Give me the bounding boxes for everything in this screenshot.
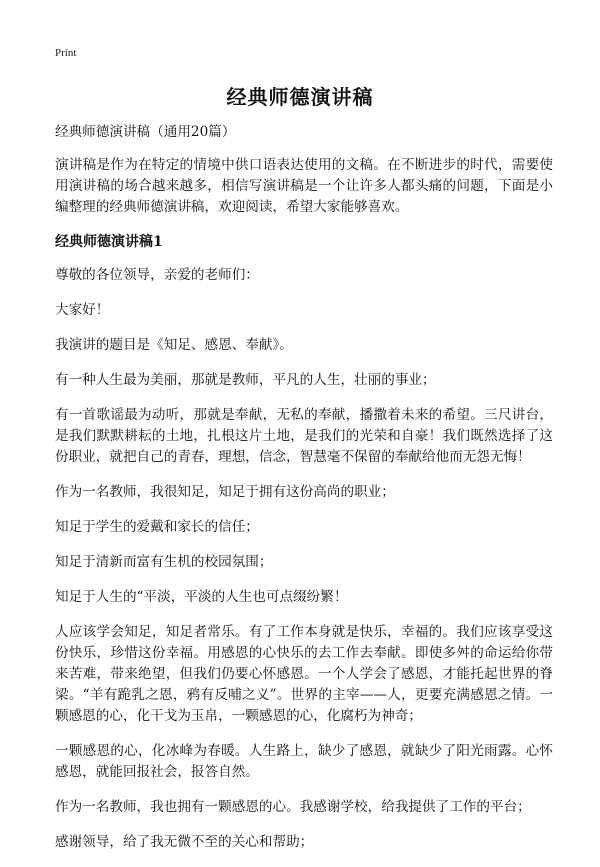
paragraph: 一颗感恩的心，化冰峰为春暖。人生路上，缺少了感恩，就缺少了阳光雨露。心怀感恩，就能回报社会，报答自然。 <box>55 743 553 780</box>
paragraph: 有一首歌谣最为动听，那就是奉献，无私的奉献，播撒着未来的希望。三尺讲台，是我们默默耕耘的土地，扎根这片土地，是我们的光荣和自豪！我们既然选择了这份职业，就把自己的青春，理想，信念，智慧毫不保留的奉献给他而无怨无悔！ <box>55 407 553 465</box>
intro-paragraph: 演讲稿是作为在特定的情境中供口语表达使用的文稿。在不断进步的时代，需要使用演讲稿的场合越来越多，相信写演讲稿是一个让许多人都头痛的问题，下面是小编整理的经典师德演讲稿，欢迎阅读，希望大家能够喜欢。 <box>55 157 553 215</box>
document-body <box>55 122 553 867</box>
paragraph: 作为一名教师，我也拥有一颗感恩的心。我感谢学校，给我提供了工作的平台； <box>55 799 531 815</box>
section-heading: 经典师德演讲稿1 <box>55 234 163 250</box>
paragraph: 人应该学会知足，知足者常乐。有了工作本身就是快乐，幸福的。我们应该享受这份快乐，珍惜这份幸福。用感恩的心快乐的去工作去奉献。即使多舛的命运给你带来苦难，带来绝望，但我们仍要心怀感恩。一个人学会了感恩，才能托起世界的脊梁。“羊有跪乳之恩，鸦有反哺之义”。世界的主宰——人，更要充满感恩之情。一颗感恩的心，化干戈为玉帛，一颗感恩的心，化腐朽为神奇； <box>55 624 553 724</box>
paragraph: 知足于清新而富有生机的校园氛围； <box>55 554 273 570</box>
paragraph: 知足于人生的“平淡，平淡的人生也可点缀纷繁！ <box>55 589 348 605</box>
paragraph: 有一种人生最为美丽，那就是教师，平凡的人生，壮丽的事业； <box>55 372 436 388</box>
paragraph: 知足于学生的爱戴和家长的信任； <box>55 519 259 535</box>
paragraph: 我演讲的题目是《知足、感恩、奉献》。 <box>55 337 293 353</box>
paragraph: 大家好！ <box>55 302 110 318</box>
document-title: 经典师德演讲稿 <box>226 85 374 109</box>
print-link[interactable]: Print <box>55 47 77 59</box>
paragraph: 尊敬的各位领导，亲爱的老师们： <box>55 267 259 283</box>
document-subtitle: 经典师德演讲稿（通用20篇） <box>55 124 236 140</box>
paragraph: 感谢领导，给了我无微不至的关心和帮助； <box>55 834 314 850</box>
paragraph: 作为一名教师，我很知足，知足于拥有这份高尚的职业； <box>55 484 395 500</box>
